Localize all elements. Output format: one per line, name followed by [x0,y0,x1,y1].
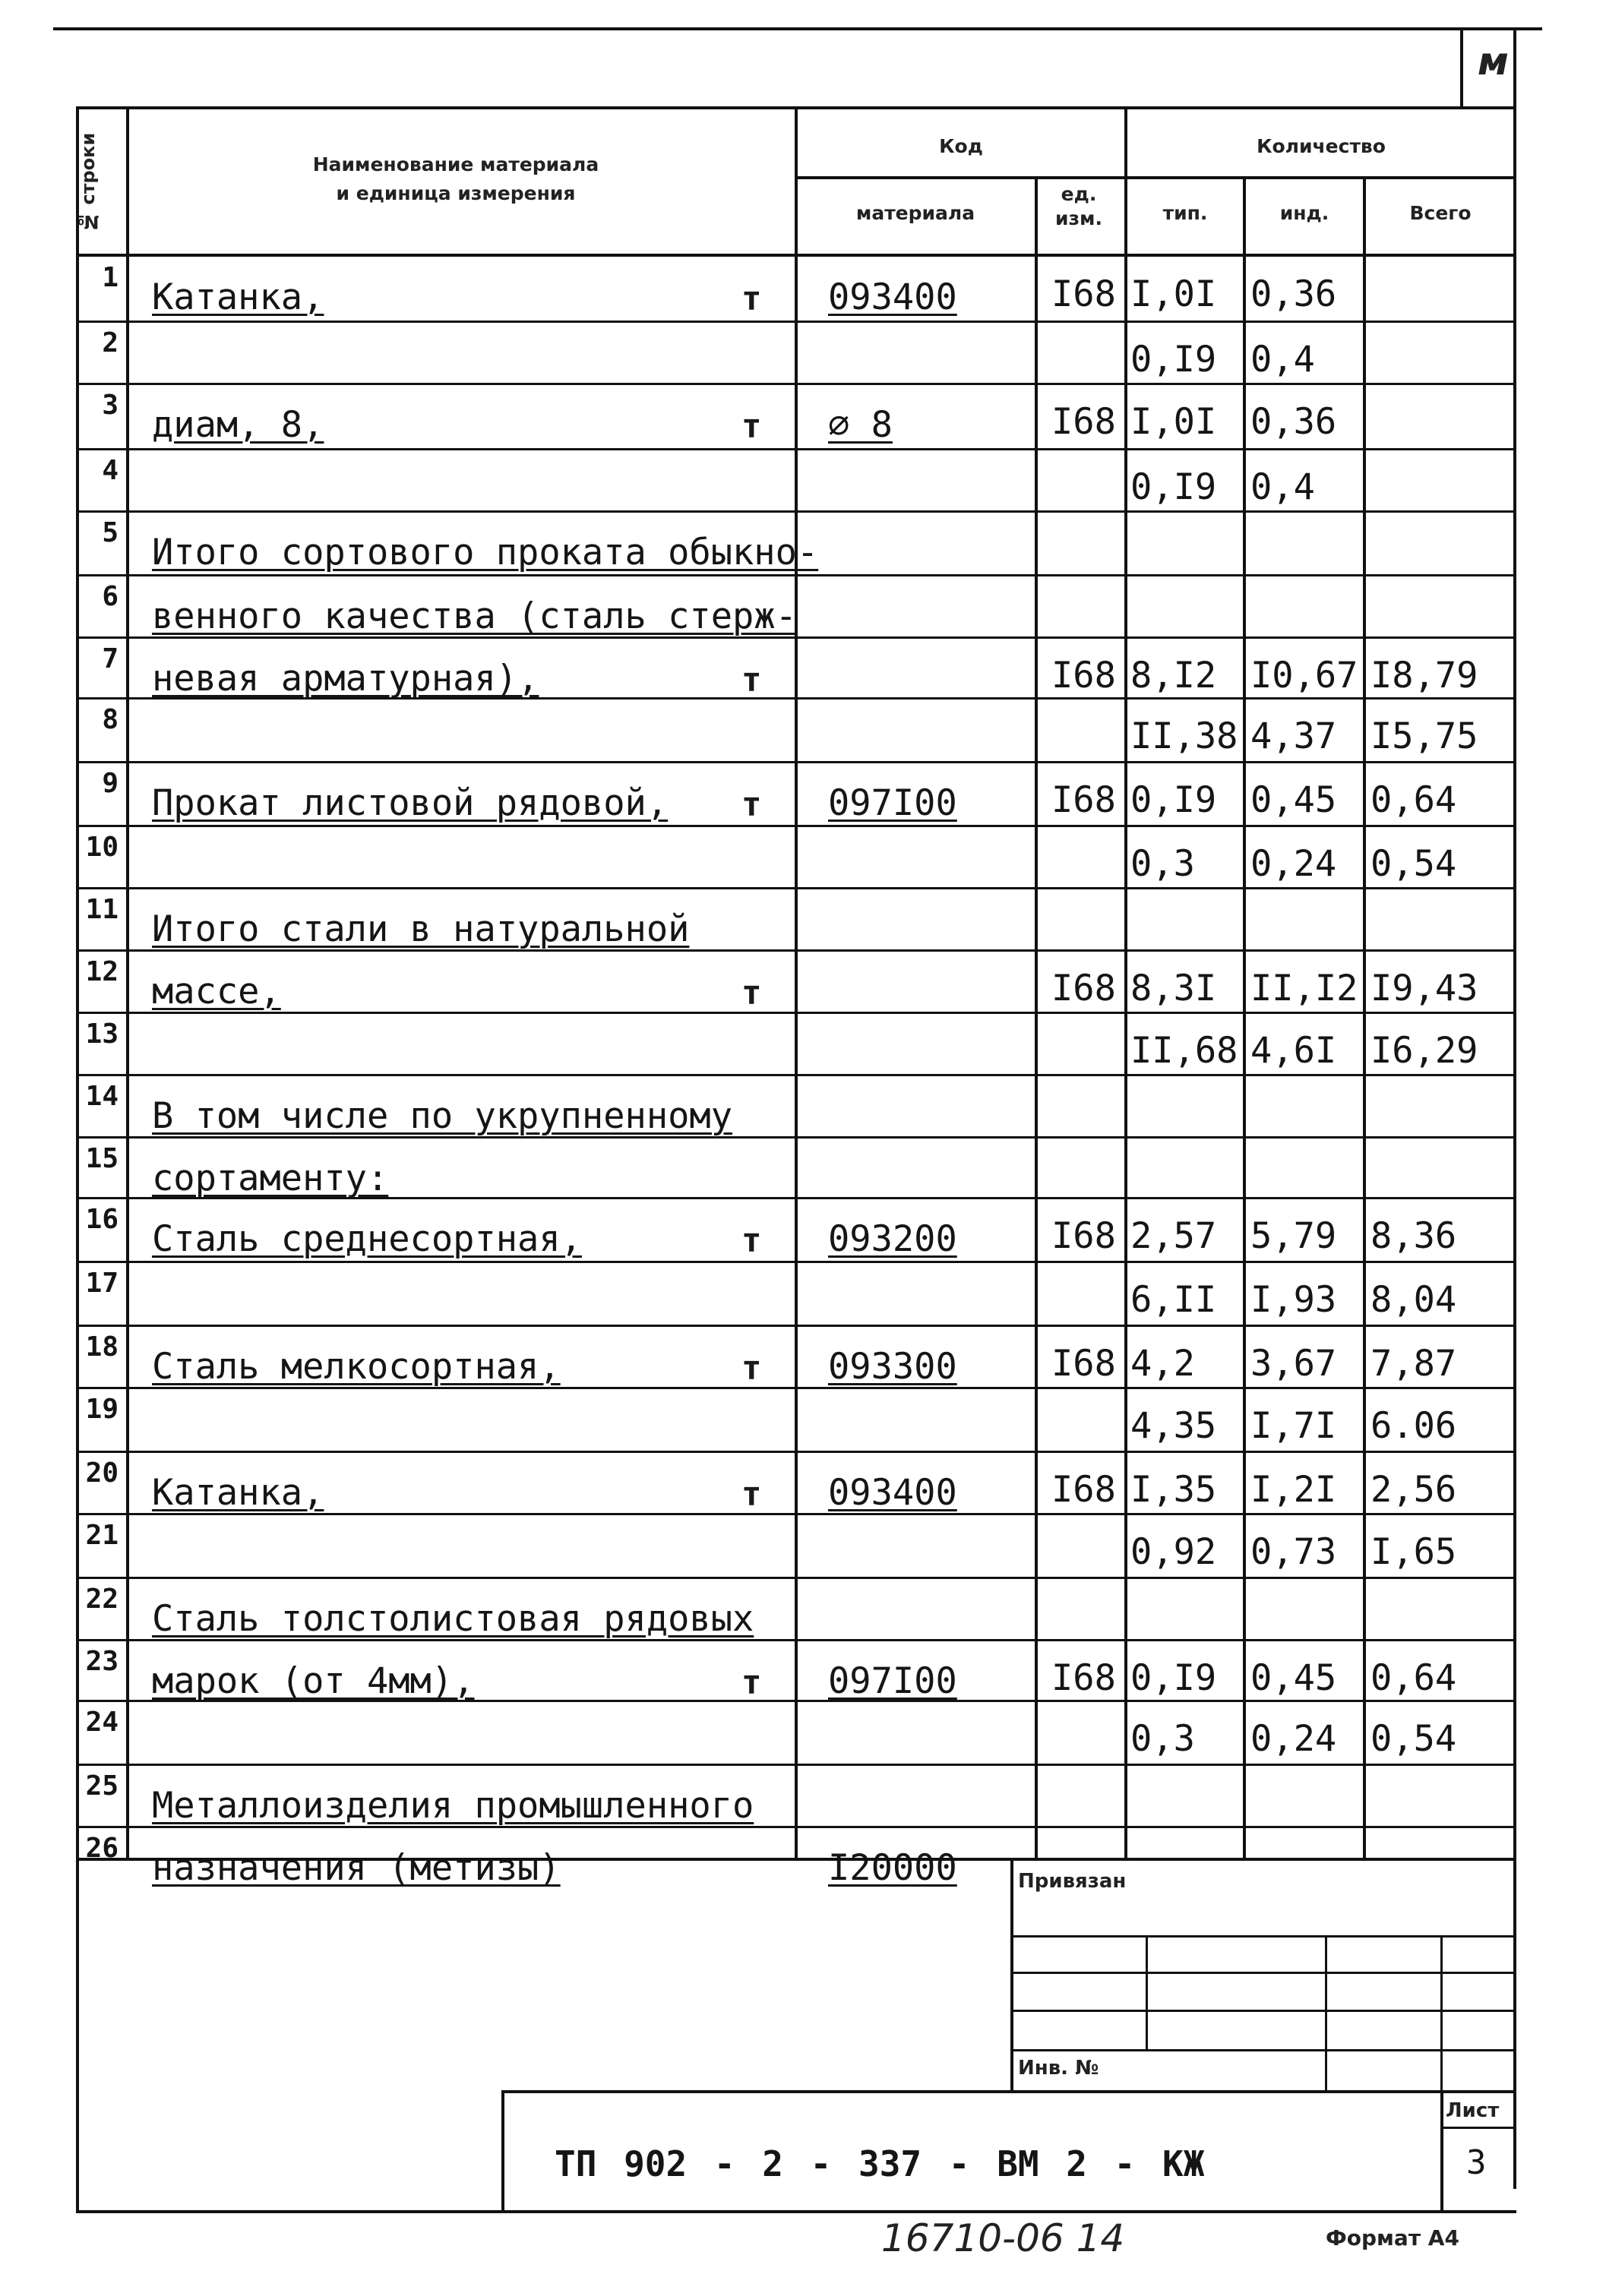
stamp-col-2 [1325,1935,1327,2090]
material-code: 093400 [828,1472,957,1514]
col-line-ind [1363,176,1366,1858]
row-separator [76,825,1516,827]
material-name: венного качества (сталь стерж- [152,595,797,637]
material-name: Прокат листовой рядовой, [152,782,669,824]
row-number: 22 [85,1584,119,1615]
qty-total: I,65 [1370,1531,1457,1573]
measure-unit: т [741,785,762,824]
material-name: В том числе по укрупненному [152,1095,733,1137]
unit-code: I68 [1051,1469,1116,1511]
top-border-line [53,27,1542,30]
row-number: 15 [85,1143,119,1174]
sheet-mark: м [1478,39,1509,84]
page-bottom-line [76,2210,1516,2213]
material-name: диам, 8, [152,404,324,446]
material-name: Катанка, [152,276,324,318]
format-label: Формат А4 [1326,2225,1459,2250]
material-name: Катанка, [152,1472,324,1514]
unit-code: I68 [1051,655,1116,696]
qty-typical: 0,I9 [1130,466,1217,508]
measure-unit: т [741,1349,762,1388]
stamp-col-1 [1146,1935,1148,2049]
qty-typical: 8,I2 [1130,655,1217,696]
qty-typical: 8,3I [1130,968,1217,1009]
qty-typical: I,35 [1130,1469,1217,1511]
qty-individual: 5,79 [1250,1215,1337,1257]
row-number: 21 [85,1520,119,1551]
material-code: 093200 [828,1218,957,1260]
sheet-number: 3 [1466,2143,1487,2182]
measure-unit: т [741,1221,762,1260]
row-number: 25 [85,1770,119,1802]
header-name-line1: Наименование материала [312,153,599,175]
stamp-left-line [1010,1858,1013,2090]
qty-total: 6.06 [1370,1405,1457,1447]
left-border-line [76,106,79,2210]
col-line-unit [1124,106,1127,1858]
row-number: 4 [102,455,119,486]
qty-individual: 0,73 [1250,1531,1337,1573]
unit-code: I68 [1051,968,1116,1009]
row-number: 9 [102,768,119,799]
row-number: 14 [85,1081,119,1112]
qty-typical: I,0I [1130,273,1217,315]
header-code-group: Код [939,135,983,157]
row-number: 17 [85,1268,119,1299]
qty-typical: 4,2 [1130,1343,1195,1385]
qty-individual: I,2I [1250,1469,1337,1511]
unit-code: I68 [1051,1343,1116,1385]
col-line-name [795,106,798,1858]
material-code: 093400 [828,276,957,318]
row-separator [76,1451,1516,1453]
qty-typical: 0,3 [1130,843,1195,885]
row-number: 20 [85,1458,119,1489]
qty-individual: I,93 [1250,1279,1337,1321]
measure-unit: т [741,1475,762,1514]
material-name: невая арматурная), [152,658,539,700]
qty-individual: II,I2 [1250,968,1358,1009]
row-number: 12 [85,956,119,987]
header-typical: тип. [1162,202,1208,224]
qty-typical: 0,3 [1130,1718,1195,1760]
col-line-number [126,106,129,1858]
measure-unit: т [741,279,762,318]
qty-individual: 0,36 [1250,273,1337,315]
material-name: Итого сортового проката обыкно- [152,532,819,573]
header-material-code: материала [855,202,975,224]
row-separator [76,1577,1516,1579]
row-separator [76,510,1516,513]
row-number: 3 [102,390,119,421]
qty-individual: 0,24 [1250,843,1337,885]
title-block-top [501,2090,1516,2093]
qty-individual: 4,6I [1250,1030,1337,1072]
unit-code: I68 [1051,1215,1116,1257]
measure-unit: т [741,661,762,700]
right-border-line [1513,27,1516,2189]
qty-total: I8,79 [1370,655,1478,696]
row-number: 24 [85,1707,119,1738]
material-name: Сталь мелкосортная, [152,1346,561,1388]
qty-total: 8,04 [1370,1279,1457,1321]
qty-total: I5,75 [1370,715,1478,757]
qty-individual: 0,4 [1250,466,1315,508]
document-code: ТП 902 - 2 - 337 - ВМ 2 - КЖ [555,2143,1205,2184]
qty-individual: 0,36 [1250,401,1337,443]
qty-total: 0,64 [1370,779,1457,821]
row-number: 8 [102,704,119,735]
row-separator [76,448,1516,450]
measure-unit: т [741,407,762,446]
row-separator [76,1012,1516,1014]
row-separator [76,574,1516,576]
row-number: 1 [102,262,119,293]
qty-total: 0,54 [1370,1718,1457,1760]
row-number: 2 [102,327,119,358]
material-name: Сталь среднесортная, [152,1218,582,1260]
header-sub-line [795,176,1516,179]
material-name: Металлоизделия промышленного [152,1785,754,1827]
col-line-typ [1243,176,1246,1858]
row-number: 5 [102,517,119,548]
sheet-label-line [1440,2127,1516,2129]
qty-typical: 0,I9 [1130,779,1217,821]
material-code: 097I00 [828,782,957,824]
qty-individual: I0,67 [1250,655,1358,696]
qty-typical: 2,57 [1130,1215,1217,1257]
handwritten-number: 16710-06 14 [881,2216,1125,2260]
row-number: 10 [85,832,119,863]
sheet-label: Лист [1446,2099,1500,2122]
header-individual: инд. [1279,202,1329,224]
table-bottom-line [76,1858,1516,1861]
measure-unit: т [741,974,762,1012]
row-number: 6 [102,581,119,612]
material-name: назначения (метизы) [152,1847,561,1889]
row-number: 26 [85,1833,119,1864]
qty-typical: 4,35 [1130,1405,1217,1447]
qty-total: 7,87 [1370,1343,1457,1385]
qty-individual: 0,45 [1250,1657,1337,1699]
header-row-number: № строки [77,132,99,232]
row-separator [76,761,1516,763]
row-number: 19 [85,1394,119,1425]
row-separator [76,1261,1516,1263]
qty-typical: 0,I9 [1130,1657,1217,1699]
qty-individual: 0,4 [1250,339,1315,381]
row-number: 11 [85,894,119,925]
material-name: Сталь толстолистовая рядовых [152,1598,754,1640]
material-name: сортаменту: [152,1157,389,1199]
unit-code: I68 [1051,779,1116,821]
header-quantity-group: Количество [1257,135,1386,157]
privyazan-label: Привязан [1018,1870,1127,1893]
row-separator [76,321,1516,323]
sheet-column-line [1440,2090,1443,2210]
qty-typical: II,68 [1130,1030,1238,1072]
material-code: I20000 [828,1847,957,1889]
qty-typical: I,0I [1130,401,1217,443]
qty-typical: 6,II [1130,1279,1217,1321]
header-total: Всего [1409,202,1472,224]
row-number: 7 [102,643,119,674]
row-separator [76,1074,1516,1076]
qty-total: 0,54 [1370,843,1457,885]
row-separator [76,1325,1516,1327]
material-code: 097I00 [828,1660,957,1702]
header-unit: ед. изм. [1055,183,1102,229]
material-code: 093300 [828,1346,957,1388]
row-number: 16 [85,1204,119,1235]
row-separator [76,1764,1516,1766]
qty-total: 8,36 [1370,1215,1457,1257]
material-name: Итого стали в натуральной [152,908,690,950]
row-separator [76,383,1516,385]
qty-individual: 0,24 [1250,1718,1337,1760]
qty-individual: 3,67 [1250,1343,1337,1385]
qty-typical: II,38 [1130,715,1238,757]
row-number: 23 [85,1646,119,1677]
header-name-line2: и единица измерения [336,182,576,204]
material-code: ∅ 8 [828,404,893,446]
material-name: марок (от 4мм), [152,1660,475,1702]
qty-total: 0,64 [1370,1657,1457,1699]
measure-unit: т [741,1663,762,1702]
unit-code: I68 [1051,273,1116,315]
unit-code: I68 [1051,1657,1116,1699]
qty-typical: 0,I9 [1130,339,1217,381]
material-name: массе, [152,971,281,1012]
qty-individual: 0,45 [1250,779,1337,821]
title-block-left [501,2090,504,2210]
qty-individual: 4,37 [1250,715,1337,757]
inventory-number-label: Инв. № [1018,2057,1099,2080]
qty-typical: 0,92 [1130,1531,1217,1573]
qty-individual: I,7I [1250,1405,1337,1447]
qty-total: I6,29 [1370,1030,1478,1072]
row-number: 13 [85,1019,119,1050]
qty-total: 2,56 [1370,1469,1457,1511]
row-separator [76,887,1516,889]
qty-total: I9,43 [1370,968,1478,1009]
row-number: 18 [85,1331,119,1363]
sheet-mark-divider [1460,27,1463,106]
col-line-code [1035,176,1038,1858]
unit-code: I68 [1051,401,1116,443]
stamp-col-3 [1440,1935,1443,2090]
